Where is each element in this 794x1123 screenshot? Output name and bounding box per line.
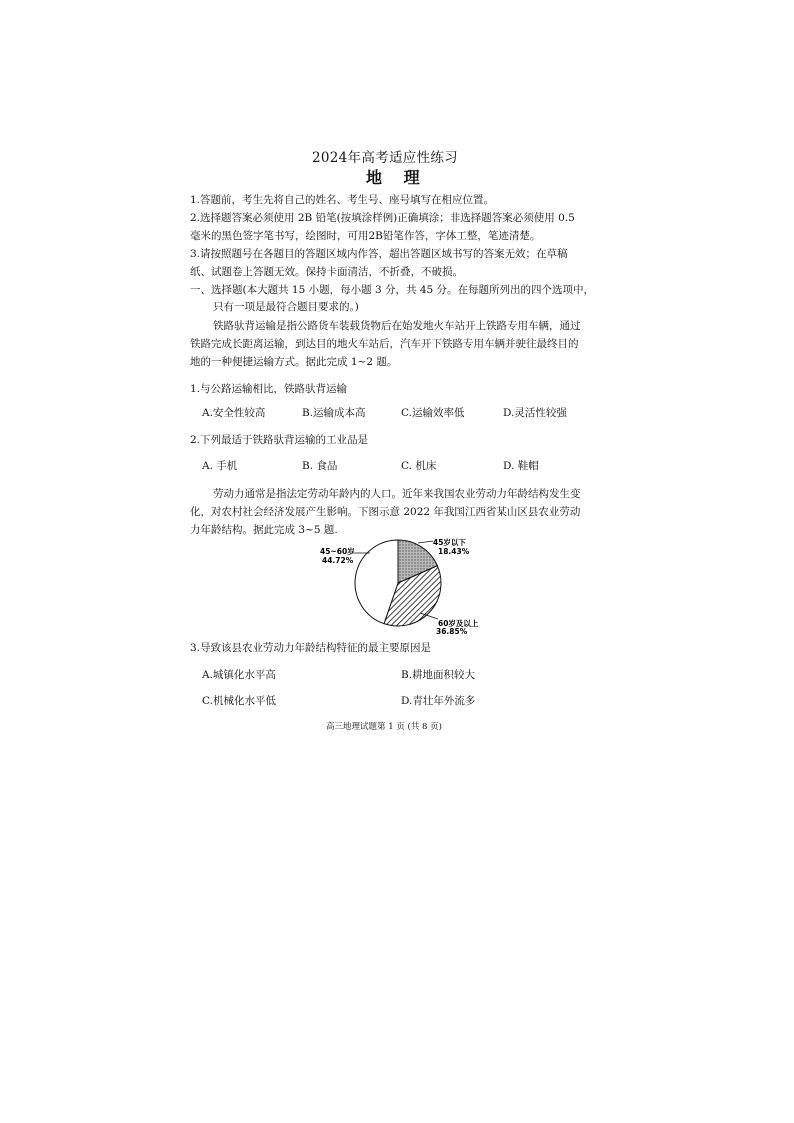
age-structure-pie-chart — [300, 535, 500, 635]
q1-option-d: D.灵活性较强 — [503, 407, 567, 419]
passage-line: 铁路驮背运输是指公路货车装载货物后在始发地火车站开上铁路专用车辆，通过 — [213, 320, 581, 332]
instruction-line: 1.答题前，考生先将自己的姓名、考生号、座号填写在相应位置。 — [190, 194, 495, 206]
section-heading-cont: 只有一项是最符合题目要求的。) — [213, 301, 359, 313]
section-heading: 一、选择题(本大题共 15 小题，每小题 3 分，共 45 分。在每题所列出的四个选项中， — [190, 284, 595, 296]
q1-option-b: B.运输成本高 — [302, 407, 366, 419]
passage-line: 化，对农村社会经济发展产生影响。下图示意 2022 年我国江西省某山区县农业劳动 — [190, 506, 581, 518]
q3-option-a: A.城镇化水平高 — [202, 669, 276, 681]
instruction-line: 2.选择题答案必须使用 2B 铅笔(按填涂样例)正确填涂；非选择题答案必须使用 0.5 — [190, 212, 575, 224]
q2-option-b: B. 食品 — [302, 460, 338, 472]
q3-option-c: C.机械化水平低 — [202, 695, 276, 707]
question-2-stem: 2.下列最适于铁路驮背运输的工业品是 — [190, 434, 369, 446]
q3-option-b: B.耕地面积较大 — [401, 669, 476, 681]
slice-label-under-45: 45岁以下 — [433, 538, 466, 547]
question-3-stem: 3.导致该县农业劳动力年龄结构特征的最主要原因是 — [190, 642, 432, 654]
instruction-line: 纸、试题卷上答题无效。保持卡面清洁，不折叠，不破损。 — [190, 266, 463, 278]
page-footer: 高三地理试题第 1 页 (共 8 页) — [326, 722, 442, 732]
passage-line: 地的一种便捷运输方式。据此完成 1~2 题。 — [190, 356, 398, 368]
passage-line: 劳动力通常是指法定劳动年龄内的人口。近年来我国农业劳动力年龄结构发生变 — [213, 488, 581, 500]
q3-option-d: D.青壮年外流多 — [401, 695, 476, 707]
q1-option-a: A.安全性较高 — [202, 407, 266, 419]
q2-option-d: D. 鞋帽 — [503, 460, 539, 472]
q1-option-c: C.运输效率低 — [401, 407, 465, 419]
leader-line-under-45 — [418, 541, 433, 543]
slice-value-under-45: 18.43% — [438, 547, 470, 556]
slice-label-45-60: 45~60岁 — [320, 547, 355, 556]
passage-line: 力年龄结构。据此完成 3~5 题. — [190, 524, 338, 536]
slice-value-45-60: 44.72% — [322, 556, 354, 565]
question-1-stem: 1.与公路运输相比，铁路驮背运输 — [190, 383, 348, 395]
slice-value-60-plus: 36.85% — [436, 627, 468, 635]
q2-option-c: C. 机床 — [401, 460, 437, 472]
slice-label-60-plus: 60岁及以上 — [438, 619, 479, 628]
instruction-line: 3.请按照题号在各题目的答题区域内作答，超出答题区域书写的答案无效；在草稿 — [190, 248, 568, 260]
passage-line: 铁路完成长距离运输，到达目的地火车站后，汽车开下铁路专用车辆并驶往最终目的 — [190, 338, 579, 350]
q2-option-a: A. 手机 — [202, 460, 238, 472]
exam-title: 2024年高考适应性练习 — [312, 150, 458, 166]
exam-subject: 地 理 — [366, 168, 428, 187]
instruction-line: 毫米的黑色签字笔书写，绘图时，可用2B铅笔作答，字体工整，笔迹清楚。 — [190, 230, 541, 242]
